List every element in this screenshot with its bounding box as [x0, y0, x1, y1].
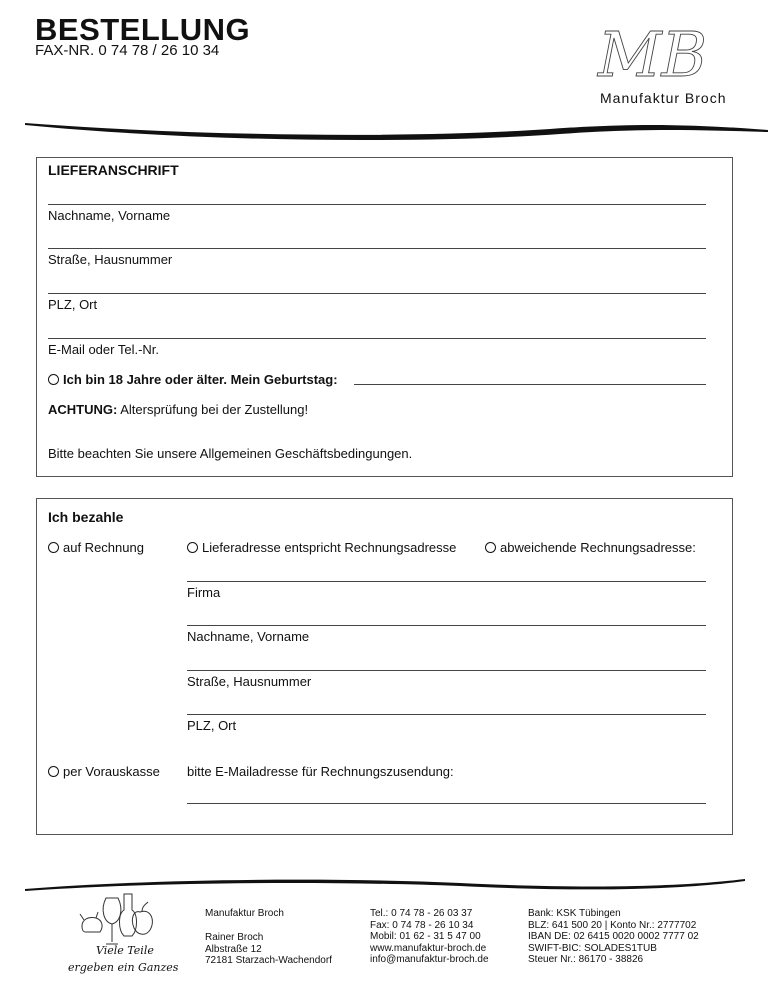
lastname-label: Nachname, Vorname	[48, 208, 171, 223]
still-life-illustration	[78, 890, 168, 952]
page-title: BESTELLUNG	[35, 12, 251, 47]
footer-street: Albstraße 12	[205, 943, 262, 955]
billing-city-line[interactable]	[187, 714, 706, 715]
terms-note: Bitte beachten Sie unsere Allgemeinen Geschäftsbedingungen.	[48, 446, 413, 461]
prepay-label: per Vorauskasse	[63, 764, 160, 779]
age-check-label: Ich bin 18 Jahre oder älter. Mein Geburtstag:	[63, 372, 338, 387]
footer-tax: Steuer Nr.: 86170 - 38826	[528, 954, 644, 966]
other-address-radio[interactable]	[485, 542, 496, 553]
city-label: PLZ, Ort	[48, 297, 98, 312]
delivery-address-box	[36, 157, 733, 477]
cheese-icon	[82, 917, 102, 932]
footer-iban: IBAN DE: 02 6415 0020 0002 7777 02	[528, 931, 699, 943]
contact-label: E-Mail oder Tel.-Nr.	[48, 342, 160, 357]
other-address-label: abweichende Rechnungsadresse:	[500, 540, 696, 555]
billing-city-label: PLZ, Ort	[187, 718, 237, 733]
billing-company-label: Firma	[187, 585, 221, 600]
invoice-radio[interactable]	[48, 542, 59, 553]
invoice-label: auf Rechnung	[63, 540, 144, 555]
footer-mobile: Mobil: 01 62 - 31 5 47 00	[370, 931, 481, 943]
age-check-radio[interactable]	[48, 374, 59, 385]
delivery-heading: LIEFERANSCHRIFT	[48, 162, 179, 178]
same-address-label: Lieferadresse entspricht Rechnungsadresse	[202, 540, 457, 555]
contact-line[interactable]	[48, 338, 706, 339]
slogan-line2: ergeben ein Ganzes	[68, 961, 179, 974]
footer-blz: BLZ: 641 500 20 | Konto Nr.: 2777702	[528, 919, 697, 931]
footer-tel: Tel.: 0 74 78 - 26 03 37	[370, 908, 473, 919]
same-address-option[interactable]	[187, 540, 456, 556]
billing-street-label: Straße, Hausnummer	[187, 674, 312, 689]
billing-company-line[interactable]	[187, 581, 706, 582]
fax-number: FAX-NR. 0 74 78 / 26 10 34	[35, 42, 220, 59]
street-line[interactable]	[48, 248, 706, 249]
footer-city: 72181 Starzach-Wachendorf	[205, 955, 332, 967]
lastname-line[interactable]	[48, 204, 706, 205]
billing-name-label: Nachname, Vorname	[187, 629, 310, 644]
slogan-line1: Viele Teile	[96, 944, 154, 957]
invoice-option[interactable]	[48, 540, 144, 556]
billing-street-line[interactable]	[187, 670, 706, 671]
wine-glass-icon	[103, 898, 121, 924]
footer-bank: Bank: KSK Tübingen	[528, 908, 621, 919]
same-address-radio[interactable]	[187, 542, 198, 553]
footer-fax: Fax: 0 74 78 - 26 10 34	[370, 919, 474, 931]
header-swoosh-divider	[0, 112, 768, 152]
footer-owner: Rainer Broch	[205, 932, 264, 943]
brand-name: Manufaktur Broch	[600, 90, 727, 106]
footer-web[interactable]: www.manufaktur-broch.de	[370, 942, 487, 954]
footer-email[interactable]: info@manufaktur-broch.de	[370, 954, 489, 966]
warning-message: Altersprüfung bei der Zustellung!	[117, 402, 309, 417]
email-prompt: bitte E-Mailadresse für Rechnungszusendung:	[187, 764, 454, 779]
warning-label: ACHTUNG:	[48, 402, 118, 417]
age-check-row	[48, 372, 338, 388]
footer-swift: SWIFT-BIC: SOLADES1TUB	[528, 942, 657, 954]
warning-text	[48, 402, 308, 418]
logo-monogram-text: MB	[598, 18, 708, 91]
street-label: Straße, Hausnummer	[48, 252, 173, 267]
prepay-option[interactable]	[48, 764, 160, 780]
billing-email-line[interactable]	[187, 803, 706, 804]
payment-heading: Ich bezahle	[48, 509, 124, 525]
mb-monogram-logo	[588, 14, 738, 92]
other-address-option[interactable]	[485, 540, 696, 556]
city-line[interactable]	[48, 293, 706, 294]
prepay-radio[interactable]	[48, 766, 59, 777]
footer-company: Manufaktur Broch	[205, 908, 284, 919]
birthday-line[interactable]	[354, 384, 706, 385]
billing-name-line[interactable]	[187, 625, 706, 626]
